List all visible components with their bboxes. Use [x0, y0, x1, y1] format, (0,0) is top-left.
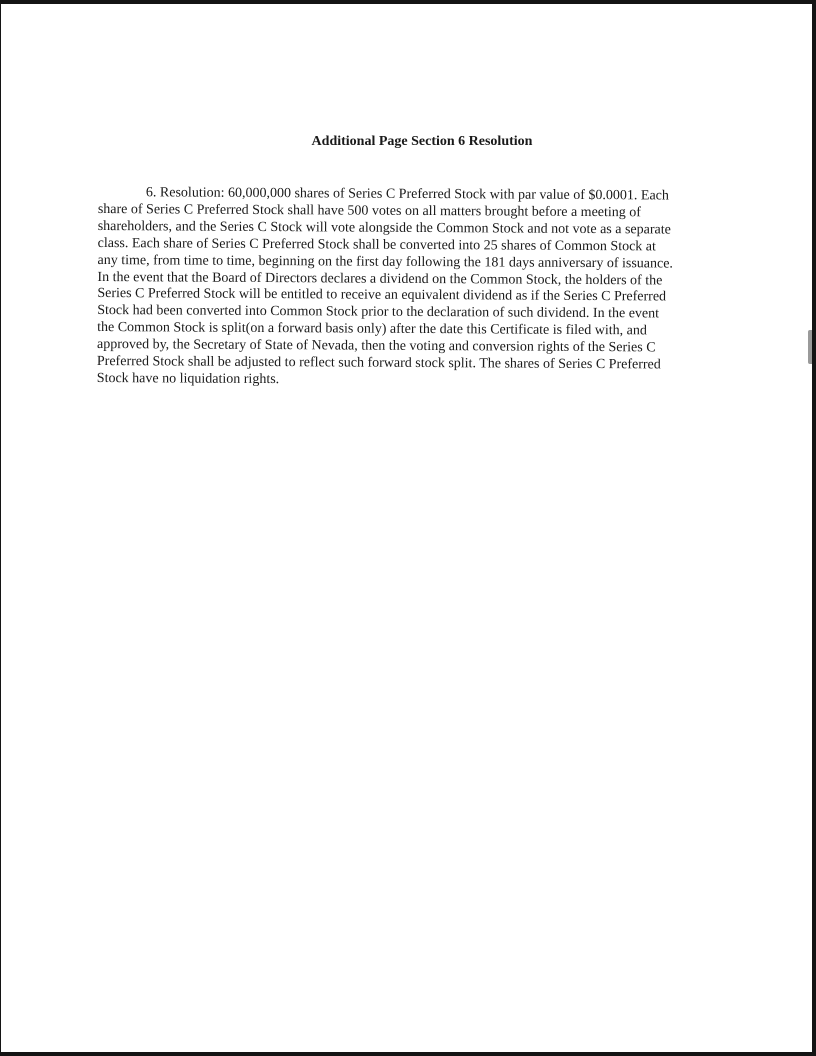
document-body — [98, 132, 738, 388]
paragraph-line: 6. Resolution: 60,000,000 shares of Series C Preferred Stock with par value of $0.0001. Each — [145, 185, 669, 204]
document-title: Additional Page Section 6 Resolution — [311, 134, 533, 149]
paragraph-line: Series C Preferred Stock will be entitled to receive an equivalent dividend as if the Series C Preferred — [97, 286, 667, 305]
resolution-paragraph — [97, 185, 738, 392]
paragraph-line: Stock had been converted into Common Stock prior to the declaration of such dividend. In the event — [97, 303, 660, 322]
paragraph-line: In the event that the Board of Directors declares a dividend on the Common Stock, the holders of the — [97, 269, 663, 288]
paragraph-line: share of Series C Preferred Stock shall have 500 votes on all matters brought before a meeting of — [97, 201, 642, 221]
scan-edge-mark — [808, 330, 812, 364]
paragraph-line: Stock have no liquidation rights. — [96, 370, 280, 388]
paragraph-line: class. Each share of Series C Preferred Stock shall be converted into 25 shares of Common Stock at — [97, 235, 656, 255]
paragraph-line: the Common Stock is split(on a forward basis only) after the date this Certificate is filed with, and — [97, 320, 647, 339]
paragraph-line: Preferred Stock shall be adjusted to reflect such forward stock split. The shares of Series C Preferred — [96, 354, 661, 373]
paragraph-line: any time, from time to time, beginning on the first day following the 181 days anniversary of issuance. — [97, 252, 674, 272]
paragraph-line: shareholders, and the Series C Stock will vote alongside the Common Stock and not vote as a separate — [97, 218, 671, 238]
paragraph-line: approved by, the Secretary of State of Nevada, then the voting and conversion rights of the Series C — [96, 337, 656, 356]
